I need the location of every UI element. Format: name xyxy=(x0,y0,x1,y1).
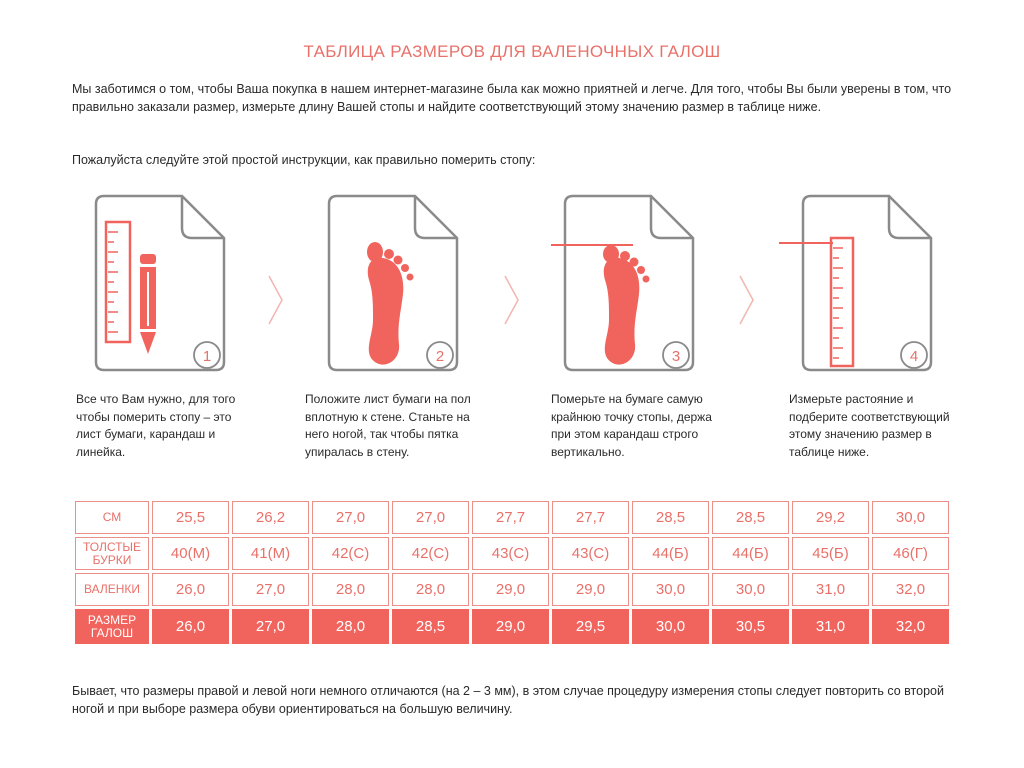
page-title: ТАБЛИЦА РАЗМЕРОВ ДЛЯ ВАЛЕНОЧНЫХ ГАЛОШ xyxy=(303,42,721,61)
table-cell: 25,5 xyxy=(152,501,229,534)
table-cell: 40(М) xyxy=(152,537,229,570)
measure-ruler-icon xyxy=(801,194,933,374)
table-cell: 30,0 xyxy=(632,573,709,606)
table-cell: 28,5 xyxy=(632,501,709,534)
table-cell: 30,5 xyxy=(712,609,789,644)
step-2-text: Положите лист бумаги на пол вплотную к стене. Станьте на него ногой, так чтобы пятка упиралась в стену. xyxy=(305,392,471,459)
table-cell: 28,5 xyxy=(392,609,469,644)
row-label: ТОЛСТЫЕ БУРКИ xyxy=(75,537,149,570)
table-cell: 27,0 xyxy=(232,573,309,606)
step-3-text: Померьте на бумаге самую крайнюю точку стопы, держа при этом карандаш строго вертикально. xyxy=(551,392,712,459)
table-cell: 31,0 xyxy=(792,573,869,606)
step-number: 4 xyxy=(909,348,919,365)
table-cell: 30,0 xyxy=(712,573,789,606)
table-cell: 26,0 xyxy=(152,609,229,644)
table-cell: 29,0 xyxy=(552,573,629,606)
chevron-right-icon xyxy=(737,272,757,328)
footer-note: Бывает, что размеры правой и левой ноги немного отличаются (на 2 – 3 мм), в этом случае процедуру измерения стопы следует повторить со второй ногой и при выборе размера обуви ориентироваться на большую величину. xyxy=(72,684,944,716)
table-cell: 29,5 xyxy=(552,609,629,644)
table-cell: 29,2 xyxy=(792,501,869,534)
table-cell: 27,7 xyxy=(472,501,549,534)
table-cell: 28,0 xyxy=(312,573,389,606)
table-cell: 27,7 xyxy=(552,501,629,534)
table-cell: 29,0 xyxy=(472,573,549,606)
table-cell: 28,0 xyxy=(312,609,389,644)
table-cell: 44(Б) xyxy=(632,537,709,570)
size-table xyxy=(72,498,952,647)
ruler-and-pencil-icon xyxy=(94,194,226,374)
table-cell: 42(С) xyxy=(392,537,469,570)
step-1-text: Все что Вам нужно, для того чтобы померить стопу – это лист бумаги, карандаш и линейка. xyxy=(76,392,236,459)
step-4 xyxy=(801,194,933,374)
table-row-cm xyxy=(75,501,949,534)
table-cell: 43(С) xyxy=(472,537,549,570)
row-label: ВАЛЕНКИ xyxy=(75,573,149,606)
table-cell: 32,0 xyxy=(872,573,949,606)
table-cell: 27,0 xyxy=(312,501,389,534)
table-cell: 26,2 xyxy=(232,501,309,534)
table-cell: 30,0 xyxy=(872,501,949,534)
chevron-right-icon xyxy=(502,272,522,328)
step-number: 3 xyxy=(671,348,681,365)
table-cell: 27,0 xyxy=(232,609,309,644)
table-cell: 28,5 xyxy=(712,501,789,534)
table-row-burki xyxy=(75,537,949,570)
foot-on-paper-icon xyxy=(327,194,459,374)
table-cell: 27,0 xyxy=(392,501,469,534)
table-cell: 43(С) xyxy=(552,537,629,570)
step-1 xyxy=(94,194,226,374)
table-cell: 44(Б) xyxy=(712,537,789,570)
table-row-galoshi xyxy=(75,609,949,644)
row-label: РАЗМЕР ГАЛОШ xyxy=(75,609,149,644)
chevron-right-icon xyxy=(266,272,286,328)
step-3 xyxy=(563,194,695,374)
table-cell: 28,0 xyxy=(392,573,469,606)
step-number: 2 xyxy=(435,348,445,365)
step-4-text: Измерьте растояние и подберите соответствующий этому значению размер в таблице ниже. xyxy=(789,392,950,459)
table-cell: 42(С) xyxy=(312,537,389,570)
foot-marked-icon xyxy=(563,194,695,374)
table-cell: 46(Г) xyxy=(872,537,949,570)
table-cell: 45(Б) xyxy=(792,537,869,570)
table-cell: 41(М) xyxy=(232,537,309,570)
table-cell: 29,0 xyxy=(472,609,549,644)
step-2 xyxy=(327,194,459,374)
table-cell: 30,0 xyxy=(632,609,709,644)
step-number: 1 xyxy=(202,348,212,365)
table-cell: 31,0 xyxy=(792,609,869,644)
table-row-valenki xyxy=(75,573,949,606)
instruction-text: Пожалуйста следуйте этой простой инструкции, как правильно померить стопу: xyxy=(72,153,536,167)
table-cell: 32,0 xyxy=(872,609,949,644)
intro-paragraph: Мы заботимся о том, чтобы Ваша покупка в нашем интернет-магазине была как можно приятней и легче. Для того, чтобы Вы были уверены в том, что правильно заказали размер, измерьте длину Вашей стопы и найдите соответствующий этому значению размер в таблице ниже. xyxy=(72,82,952,114)
row-label: СМ xyxy=(75,501,149,534)
table-cell: 26,0 xyxy=(152,573,229,606)
